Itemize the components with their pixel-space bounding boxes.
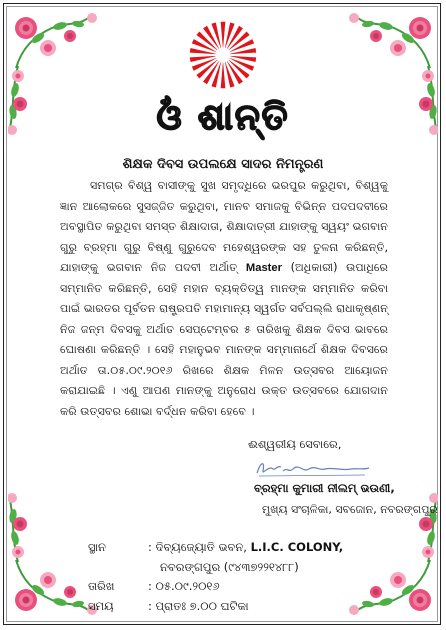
place-value-line2: ନବରଙ୍ଗପୁର (୯୪୩୭୨୨୧୪୮୮) — [160, 560, 299, 574]
place-value: : ଦିବ୍ୟଜ୍ୟୋତି ଭବନ, L.I.C. COLONY, — [148, 540, 344, 554]
body-text-part1: ସମଗ୍ର ବିଶ୍ୱ ବାସୀଙ୍କୁ ସୁଖ ସମୃଦ୍ଧିରେ ଭରପୁର କରୁଥିବା, ବିଶ୍ୱକୁ ଜ୍ଞାନ ଆଲୋକରେ ସୁସଜ୍ଜିତ କରୁଥିବା, ମାନବ ସମାଜକୁ ବିଭିନ୍ନ ପଦପଦବୀରେ ଅବସ୍ଥାପିତ କରୁଥିବା ସମସ୍ତ ଶିକ୍ଷାଦାତା, ଶିକ୍ଷାଦାତ୍ରୀ ଯାହାଙ୍କୁ ସ୍ୱୟଂ ଭଗବାନ ଗୁରୁ ବ୍ରହ୍ମା ଗୁରୁ ବିଷ୍ଣୁ ଗୁରୁଦେବ ମହେଶ୍ୱରଙ୍କ ସହ ତୁଳନା କରିଛନ୍ତି, ଯାହାଙ୍କୁ ଭଗବାନ ନିଜ ପଦବୀ ଅର୍ଥାତ୍ — [60, 179, 388, 274]
time-value: : ପ୍ରାତଃ ୭.୦୦ ଘଟିକା — [148, 599, 249, 613]
date-value: : ୦୫.୦୯.୨୦୧୬ — [148, 579, 220, 593]
page-title: ଓଁ ଶାନ୍ତି — [156, 96, 290, 138]
body-paragraph — [60, 176, 388, 422]
time-label: ସମୟ — [88, 599, 114, 613]
invitation-body — [60, 176, 388, 422]
logo-ray — [230, 48, 256, 54]
invitation-heading: ଶିକ୍ଷକ ଦିବସ ଉପଲକ୍ଷେ ସାଦର ନିମନ୍ତ୍ରଣ — [122, 157, 324, 172]
logo-ray — [230, 56, 256, 62]
corner-flowers-bottom-left — [8, 490, 98, 620]
handwritten-signature — [253, 457, 373, 479]
master-word: Master — [245, 262, 282, 274]
logo-ray — [221, 22, 226, 48]
sun-rays-logo — [186, 18, 260, 92]
logo-ray — [221, 62, 226, 88]
signatory-role: ମୁଖ୍ୟ ସଂଚାଳିକା, ସବଜୋନ, ନବରଙ୍ଗପୁର — [262, 503, 438, 516]
place-label: ସ୍ଥାନ — [88, 540, 106, 554]
signatory-name: ବ୍ରହ୍ମା କୁମାରୀ ନୀଲମ୍ ଭଉଣୀ, — [254, 481, 395, 495]
body-text-part2: (ଅଧିକାରୀ) ଉପାଧିରେ ସମ୍ମାନିତ କରିଛନ୍ତି, ସେହି ମହାନ ବ୍ୟକ୍ତିତ୍ୱ ମାନଙ୍କ ସମ୍ମାନିତ କରିବା ପାଇଁ ଭାରତର ପୂର୍ବତନ ରାଷ୍ଟ୍ରପତି ମହାମାନ୍ୟ ସ୍ୱର୍ଗତ ସର୍ବପଲ୍ଲି ରାଧାକୃଷ୍ଣନ୍ ନିଜ ଜନ୍ମ ଦିବସକୁ ଅର୍ଥାତ ସେପ୍ଟେମ୍ବର ୫ ତାରିଖକୁ ଶିକ୍ଷକ ଦିବସ ଭାବରେ ଘୋଷଣା କରିଛନ୍ତି । ସେହି ମହାନୁଭବ ମାନଙ୍କ ସମ୍ମାନାର୍ଥେ ଶିକ୍ଷକ ଦିବସରେ ଅର୍ଥାତ ତା.୦୫.୦୯.୨୦୧୬ ରିଖରେ ଶିକ୍ଷକ ମିଳନ ଉତ୍ସବର ଆୟୋଜନ କରାଯାଇଛି । ଏଣୁ ଆପଣ ମାନଙ୍କୁ ଅନୁରୋଧ ଉକ୍ତ ଉତ୍ସବରେ ଯୋଗଦାନ କରି ଉତ୍ସବର ଶୋଭା ବର୍ଦ୍ଧନ କରିବା ହେବେ । — [60, 261, 388, 418]
date-label: ତାରିଖ — [88, 579, 115, 593]
logo-ray — [190, 48, 216, 54]
logo-ray — [190, 56, 216, 62]
logo-center — [217, 49, 228, 60]
regards-line: ଈଶ୍ୱରୀୟ ସେବାରେ, — [248, 437, 342, 451]
